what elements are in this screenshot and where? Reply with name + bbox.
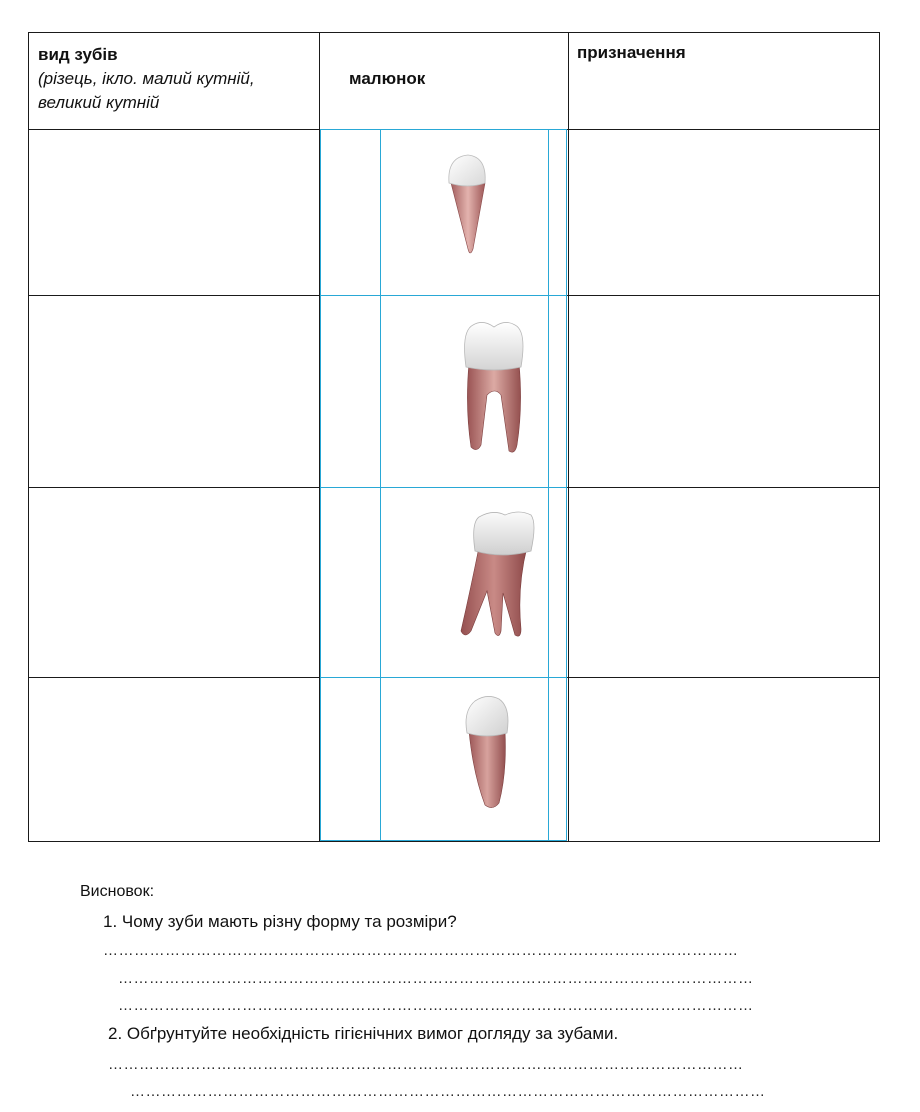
header-type-title: вид зубів (38, 45, 118, 64)
header-purpose: призначення (577, 43, 686, 62)
row-2-purpose-cell[interactable] (570, 297, 878, 485)
question-2: 2. Обґрунтуйте необхідність гігієнічних вимог догляду за зубами. (108, 1024, 619, 1043)
row-3-purpose-cell[interactable] (570, 489, 878, 675)
row-1-purpose-cell[interactable] (570, 131, 878, 293)
column-divider (568, 33, 569, 841)
picture-row-divider (320, 677, 567, 678)
answer-line-2[interactable]: …………………………………………………………………………………………………………… (118, 970, 754, 987)
teeth-table (28, 32, 880, 842)
answer-line-3[interactable]: …………………………………………………………………………………………………………… (118, 997, 754, 1014)
molar-tooth-icon (461, 317, 531, 457)
row-2-type-cell[interactable] (31, 297, 317, 485)
header-picture: малюнок (349, 69, 426, 88)
picture-row-divider (320, 295, 567, 296)
picture-row-divider (320, 487, 567, 488)
header-tooth-type (38, 43, 318, 115)
row-4-type-cell[interactable] (31, 679, 317, 839)
answer-line-1[interactable]: …………………………………………………………………………………………………………… (103, 942, 739, 959)
row-3-type-cell[interactable] (31, 489, 317, 675)
answer-line-5[interactable]: …………………………………………………………………………………………………………… (130, 1083, 766, 1100)
large-molar-tooth-icon (457, 507, 539, 647)
answer-line-4[interactable]: …………………………………………………………………………………………………………… (108, 1056, 744, 1073)
question-1: 1. Чому зуби мають різну форму та розміри? (103, 912, 457, 931)
header-type-hint: (різець, ікло. малий кутній, великий кутній (38, 69, 255, 112)
incisor-tooth-icon (443, 151, 493, 261)
premolar-tooth-icon (461, 693, 517, 813)
conclusion-label: Висновок: (80, 883, 155, 900)
row-4-purpose-cell[interactable] (570, 679, 878, 839)
row-1-type-cell[interactable] (31, 131, 317, 293)
